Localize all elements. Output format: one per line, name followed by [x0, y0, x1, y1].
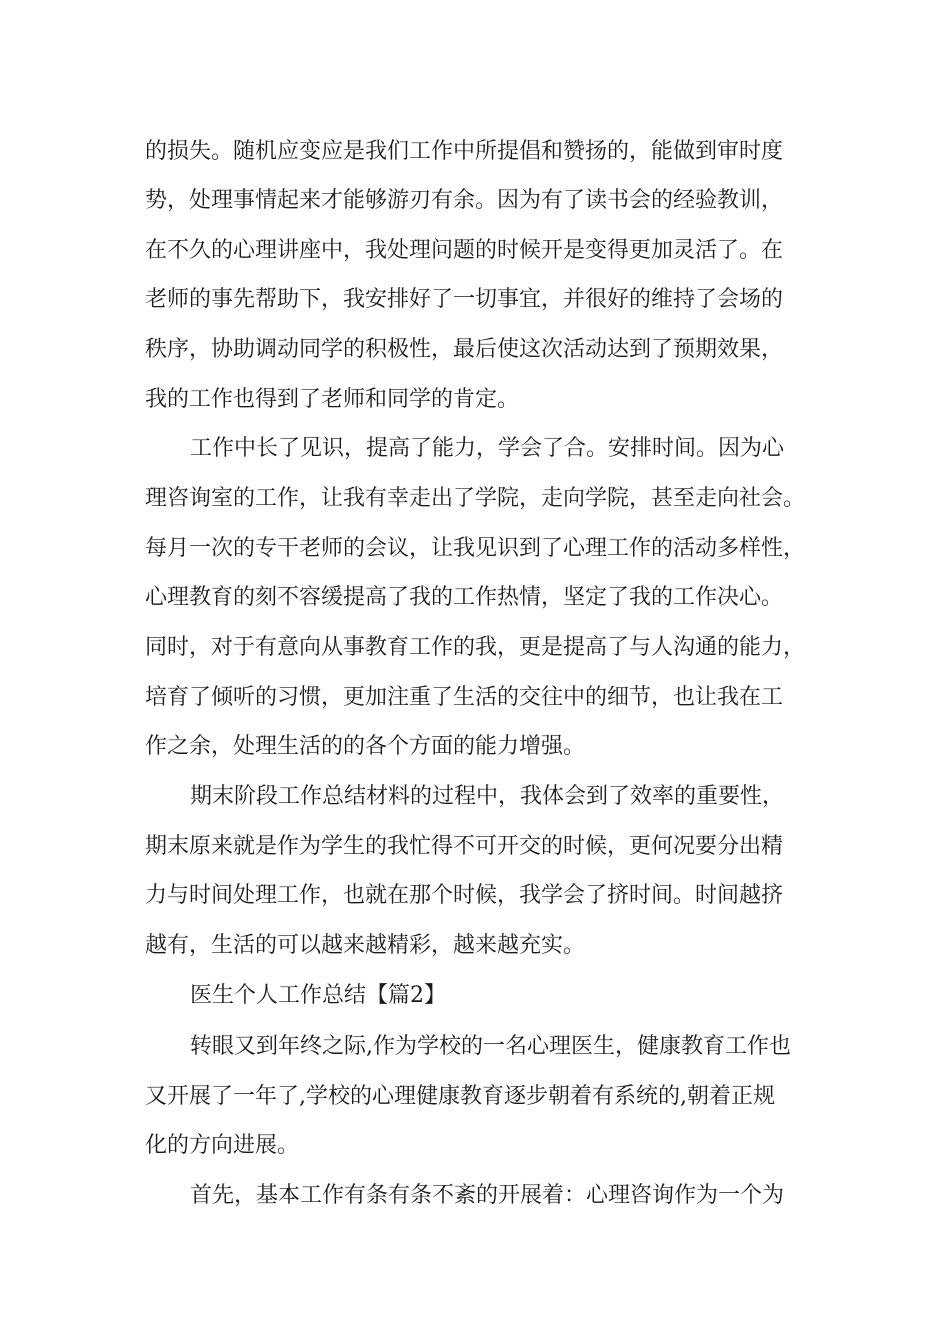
- paragraph-1-line-3: 在不久的心理讲座中，我处理问题的时候开是变得更加灵活了。在: [145, 238, 784, 263]
- paragraph-2-line-3: 每月一次的专干老师的会议，让我见识到了心理工作的活动多样性，: [145, 536, 806, 561]
- paragraph-3-line-3: 力与时间处理工作，也就在那个时候，我学会了挤时间。时间越挤: [145, 883, 784, 908]
- paragraph-1-line-4: 老师的事先帮助下，我安排好了一切事宜，并很好的维持了会场的: [145, 287, 784, 312]
- paragraph-3-line-1: 期末阶段工作总结材料的过程中，我体会到了效率的重要性，: [190, 784, 785, 809]
- paragraph-2-line-6: 培育了倾听的习惯，更加注重了生活的交往中的细节，也让我在工: [145, 685, 784, 710]
- paragraph-2-line-7: 作之余，处理生活的的各个方面的能力增强。: [145, 734, 586, 759]
- paragraph-5-line-1: 首先，基本工作有条有条不紊的开展着：心理咨询作为一个为: [190, 1183, 785, 1208]
- paragraph-2-line-5: 同时，对于有意向从事教育工作的我，更是提高了与人沟通的能力，: [145, 635, 806, 660]
- paragraph-2-line-2: 理咨询室的工作，让我有幸走出了学院，走向学院，甚至走向社会。: [145, 486, 806, 511]
- paragraph-4-line-2: 又开展了一年了,学校的心理健康教育逐步朝着有系统的,朝着正规: [145, 1084, 775, 1109]
- paragraph-3-line-2: 期末原来就是作为学生的我忙得不可开交的时候，更何况要分出精: [145, 834, 784, 859]
- paragraph-2-line-1: 工作中长了见识，提高了能力，学会了合。安排时间。因为心: [190, 436, 785, 461]
- paragraph-4-line-3: 化的方向进展。: [145, 1133, 300, 1158]
- paragraph-1-line-2: 势，处理事情起来才能够游刃有余。因为有了读书会的经验教训，: [145, 188, 784, 213]
- section-heading: 医生个人工作总结【篇2】: [190, 983, 446, 1008]
- paragraph-1-line-6: 我的工作也得到了老师和同学的肯定。: [145, 387, 520, 412]
- paragraph-4-line-1: 转眼又到年终之际,作为学校的一名心理医生，健康教育工作也: [190, 1034, 791, 1059]
- paragraph-3-line-4: 越有，生活的可以越来越精彩，越来越充实。: [145, 933, 586, 958]
- paragraph-2-line-4: 心理教育的刻不容缓提高了我的工作热情，坚定了我的工作决心。: [145, 585, 784, 610]
- paragraph-1-line-1: 的损失。随机应变应是我们工作中所提倡和赞扬的，能做到审时度: [145, 139, 784, 164]
- paragraph-1-line-5: 秩序，协助调动同学的积极性，最后使这次活动达到了预期效果，: [145, 337, 784, 362]
